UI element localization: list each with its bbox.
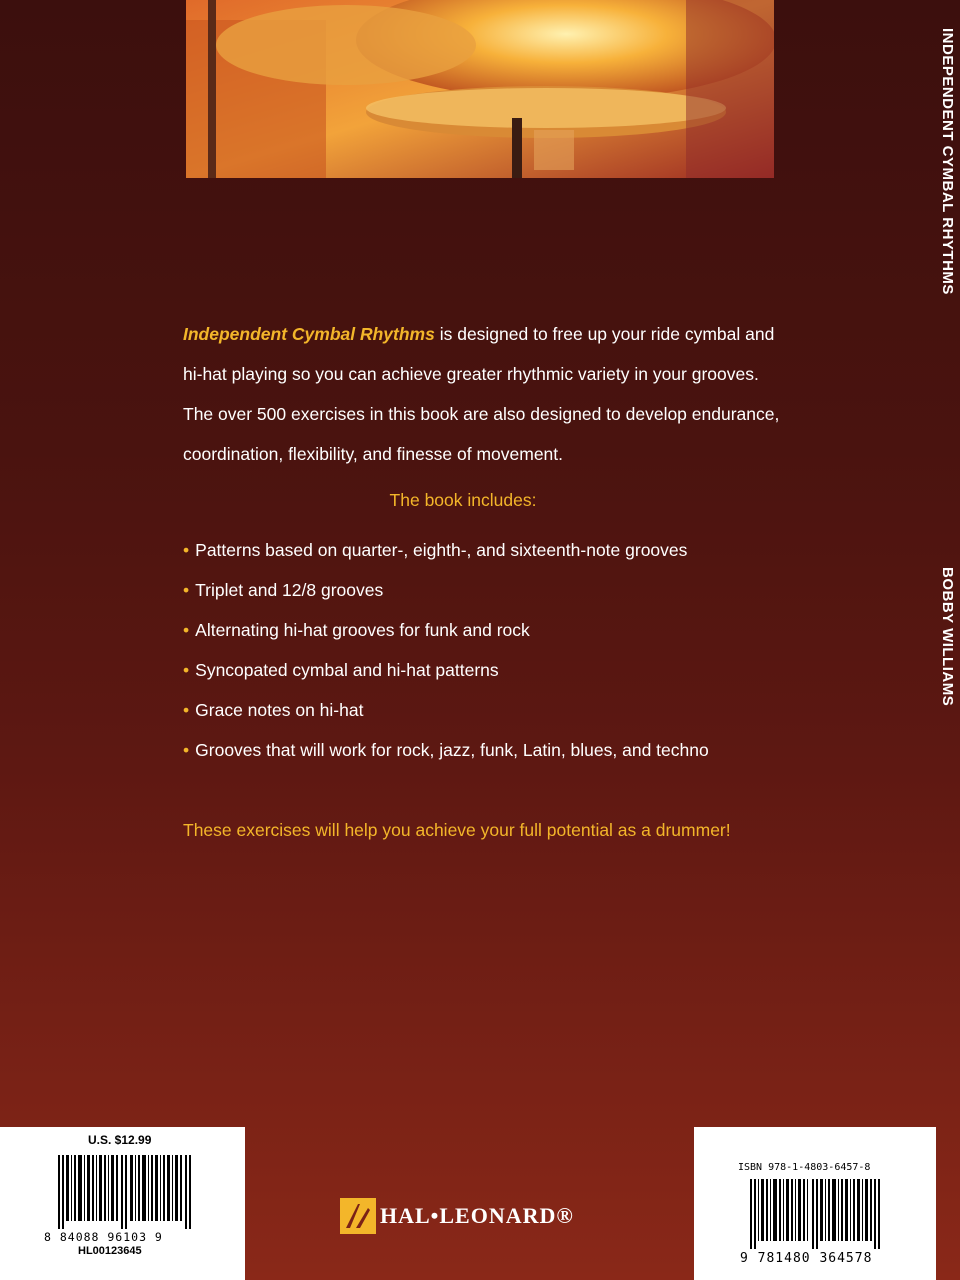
upc-barcode	[58, 1155, 192, 1229]
bullet-icon: •	[183, 740, 190, 760]
bullet-icon: •	[183, 580, 190, 600]
list-item: • Triplet and 12/8 grooves	[183, 580, 384, 600]
publisher-logo	[340, 1198, 574, 1234]
spine-title: INDEPENDENT CYMBAL RHYTHMS	[939, 28, 956, 295]
spine-author: BOBBY WILLIAMS	[939, 567, 956, 707]
includes-heading: The book includes:	[389, 490, 537, 510]
intro-text: is designed to free up your ride cymbal and hi-hat playing so you can achieve greater rhythmic variety in your grooves. The over 500 exercises in this book are also designed to develop endurance, coordination, flexibility, and finesse of movement.	[183, 324, 780, 464]
isbn-digits: 9 781480 364578	[740, 1251, 873, 1266]
bullet-icon: •	[183, 660, 190, 680]
bullet-icon: •	[183, 700, 190, 720]
price-label: U.S. $12.99	[88, 1133, 152, 1147]
price-upc-box	[0, 1127, 245, 1280]
feature-list	[183, 530, 783, 770]
hal-leonard-icon	[340, 1198, 376, 1234]
isbn-box	[694, 1127, 936, 1280]
isbn-barcode	[750, 1179, 880, 1249]
list-item: • Alternating hi-hat grooves for funk and rock	[183, 620, 530, 640]
list-item: • Grooves that will work for rock, jazz, funk, Latin, blues, and techno	[183, 740, 709, 760]
cover-photo-cymbals	[186, 0, 774, 178]
intro-paragraph	[183, 314, 783, 474]
product-code: HL00123645	[78, 1245, 142, 1257]
book-title-emphasis: Independent Cymbal Rhythms	[183, 324, 435, 344]
cymbal-illustration	[186, 0, 774, 178]
back-cover-description	[183, 314, 783, 850]
list-item: • Syncopated cymbal and hi-hat patterns	[183, 660, 499, 680]
publisher-name: HAL•LEONARD®	[380, 1203, 574, 1228]
list-item: • Patterns based on quarter-, eighth-, and sixteenth-note grooves	[183, 540, 688, 560]
closing-line: These exercises will help you achieve your full potential as a drummer!	[183, 820, 731, 840]
bullet-icon: •	[183, 620, 190, 640]
bullet-icon: •	[183, 540, 190, 560]
isbn-label: ISBN 978-1-4803-6457-8	[738, 1162, 871, 1173]
list-item: • Grace notes on hi-hat	[183, 700, 364, 720]
upc-digits: 8 84088 96103 9	[44, 1230, 163, 1244]
